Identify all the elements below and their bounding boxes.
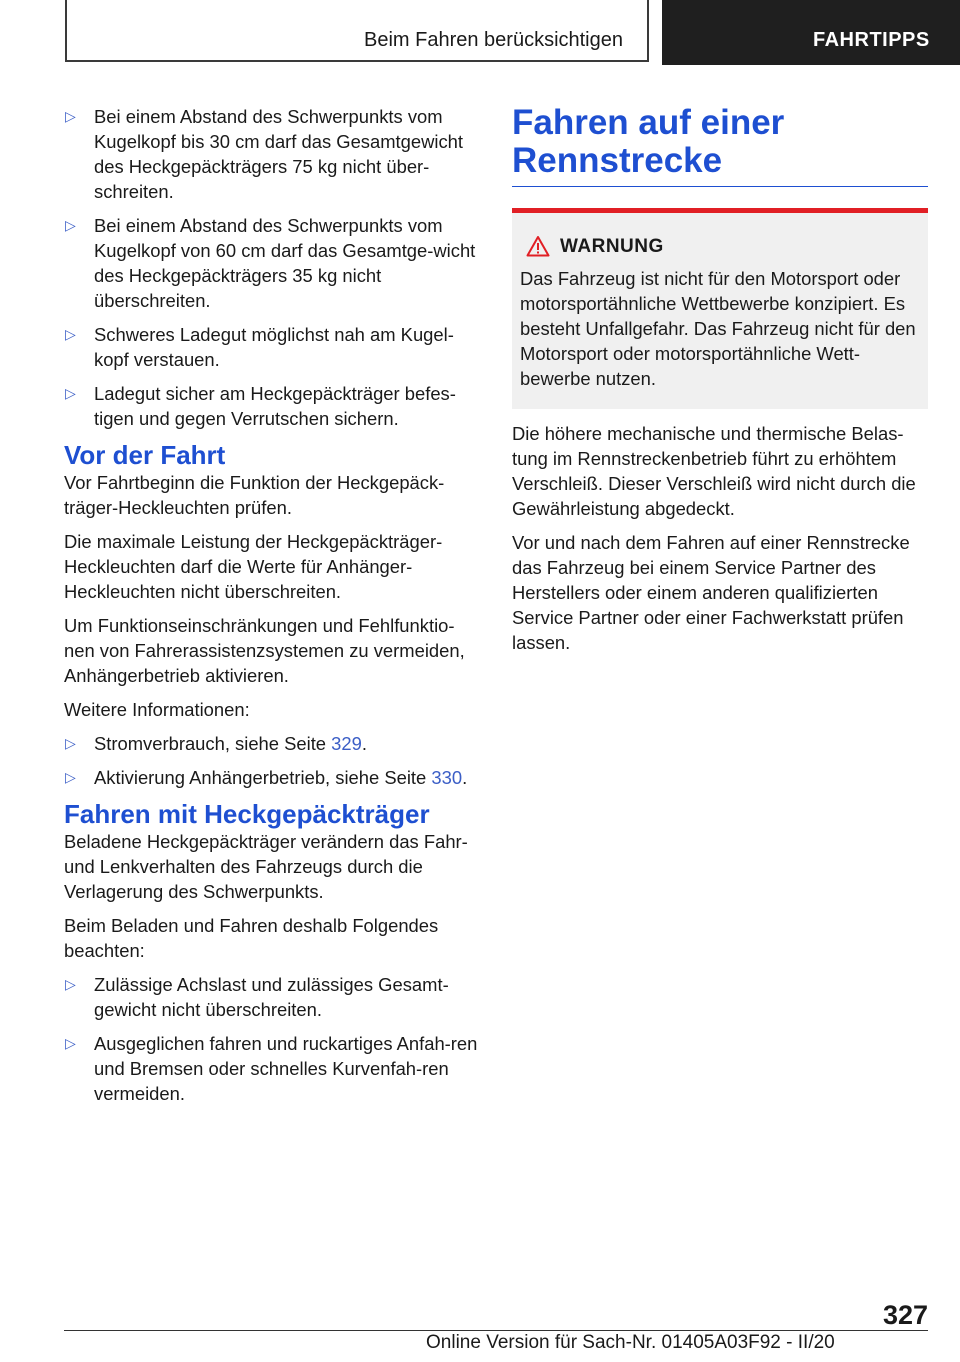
- warning-title: WARNUNG: [560, 236, 664, 257]
- list-item: ▷ Stromverbrauch, siehe Seite 329.: [65, 733, 367, 754]
- list-item: ▷ Bei einem Abstand des Schwerpunkts vom Kugelkopf von 60 cm darf das Gesamtge-wicht des Heckgepäckträgers 35 kg nicht überschreiten.: [65, 215, 476, 311]
- bullet-triangle-icon: ▷: [65, 976, 76, 992]
- paragraph: Beladene Heckgepäckträger verändern das Fahr- und Lenkverhalten des Fahrzeugs durch die Verlagerung des Schwerpunkts.: [64, 831, 468, 902]
- warning-header: [520, 235, 920, 261]
- list-item: ▷ Bei einem Abstand des Schwerpunkts vom Kugelkopf bis 30 cm darf das Gesamtgewicht des Heckgepäckträgers 75 kg nicht über-schreiten.: [65, 106, 464, 202]
- page-link-329[interactable]: 329: [331, 733, 362, 754]
- page-number: 327: [882, 1300, 928, 1330]
- paragraph: Beim Beladen und Fahren deshalb Folgendes beachten:: [64, 915, 439, 961]
- page-header: [65, 0, 960, 65]
- warning-triangle-icon: [526, 235, 550, 257]
- paragraph: Die höhere mechanische und thermische Belas-tung im Rennstreckenbetrieb führt zu erhöhtem Verschleiß. Dieser Verschleiß wird nicht durch die Gewährleistung abgedeckt.: [512, 423, 916, 519]
- list-item: ▷ Ladegut sicher am Heckgepäckträger befes-tigen und gegen Verrutschen sichern.: [65, 383, 456, 429]
- paragraph: Die maximale Leistung der Heckgepäckträger-Heckleuchten darf die Werte für Anhänger-Heckleuchten nicht überschreiten.: [64, 531, 443, 602]
- bullet-triangle-icon: ▷: [65, 108, 76, 124]
- reference-list: [64, 731, 482, 790]
- list-item: ▷ Ausgeglichen fahren und ruckartiges Anfah-ren und Bremsen oder schnelles Kurvenfah-ren vermeiden.: [65, 1033, 478, 1104]
- bullet-triangle-icon: ▷: [65, 735, 76, 751]
- paragraph: Um Funktionseinschränkungen und Fehlfunktio-nen von Fahrerassistenzsystemen zu vermeiden, Anhängerbetrieb aktivieren.: [64, 615, 465, 686]
- bullet-triangle-icon: ▷: [65, 769, 76, 785]
- section-tab: [65, 0, 649, 62]
- bullet-triangle-icon: ▷: [65, 385, 76, 401]
- paragraph: Weitere Informationen:: [64, 699, 250, 720]
- bullet-triangle-icon: ▷: [65, 217, 76, 233]
- warning-box: [512, 208, 928, 409]
- bullet-triangle-icon: ▷: [65, 1035, 76, 1051]
- heading-divider: [512, 186, 928, 187]
- heading-vor-der-fahrt: Vor der Fahrt: [64, 440, 226, 470]
- left-column: [64, 104, 482, 1115]
- chapter-title: FAHRTIPPS: [813, 29, 930, 51]
- heading-rennstrecke: Fahren auf einer Rennstrecke: [512, 103, 785, 180]
- paragraph: Vor Fahrtbeginn die Funktion der Heckgepäck-träger-Heckleuchten prüfen.: [64, 472, 445, 518]
- page-link-330[interactable]: 330: [431, 767, 463, 788]
- warning-text: Das Fahrzeug ist nicht für den Motorsport oder motorsportähnliche Wettbewerbe konzipiert. Es besteht Unfallgefahr. Das Fahrzeug nicht für den Motorsport oder motorsportähnliche Wett-bewerbe nutzen.: [520, 268, 916, 389]
- list-item: ▷ Aktivierung Anhängerbetrieb, siehe Seite 330.: [65, 767, 468, 788]
- footer-version: Online Version für Sach-Nr. 01405A03F92 - II/20: [426, 1332, 835, 1353]
- driving-bullet-list: [64, 972, 482, 1106]
- list-item: ▷ Schweres Ladegut möglichst nah am Kugel-kopf verstauen.: [65, 324, 454, 370]
- section-title: Beim Fahren berücksichtigen: [363, 29, 623, 51]
- bullet-triangle-icon: ▷: [65, 326, 76, 342]
- paragraph: Vor und nach dem Fahren auf einer Rennstrecke das Fahrzeug bei einem Service Partner des Herstellers oder einem anderen qualifizierten Service Partner oder einer Fachwerkstatt prüfen lassen.: [512, 532, 910, 653]
- footer-divider: [64, 1330, 928, 1331]
- list-item: ▷ Zulässige Achslast und zulässiges Gesamt-gewicht nicht überschreiten.: [65, 974, 449, 1020]
- load-bullet-list: [64, 104, 482, 431]
- right-column: [512, 104, 928, 664]
- chapter-tab: [662, 0, 960, 65]
- heading-fahren-mit-heckgepaecktraeger: Fahren mit Heckgepäckträger: [64, 799, 430, 829]
